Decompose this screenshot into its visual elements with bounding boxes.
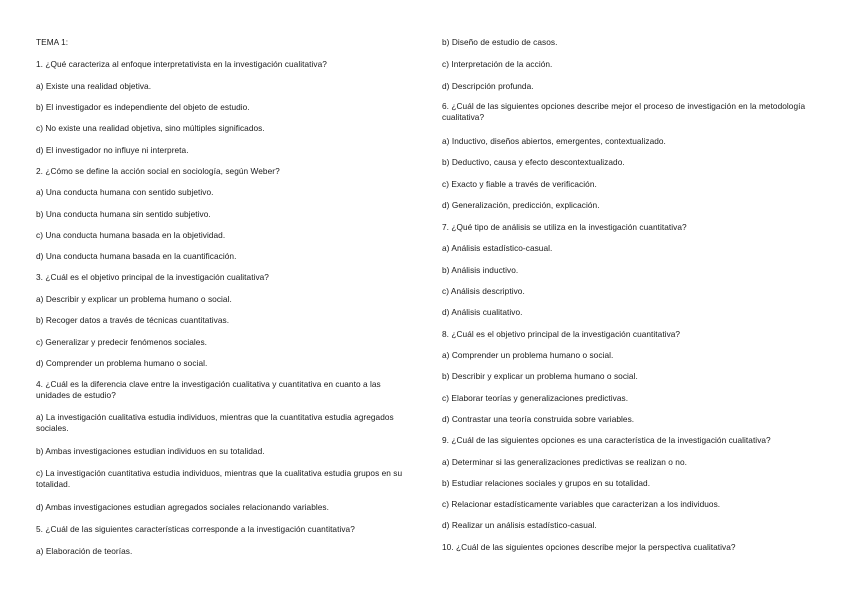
answer-option: d) Una conducta humana basada en la cuantificación. <box>36 251 237 261</box>
question-6: 6. ¿Cuál de las siguientes opciones describe mejor el proceso de investigación en la metodología cualitativa? <box>442 101 806 122</box>
answer-option: c) Elaborar teorías y generalizaciones predictivas. <box>442 393 629 403</box>
answer-option: d) Análisis cualitativo. <box>442 307 523 317</box>
question-5: 5. ¿Cuál de las siguientes características corresponde a la investigación cuantitativa? <box>36 524 355 534</box>
answer-option: c) Interpretación de la acción. <box>442 59 553 69</box>
answer-option: a) Determinar si las generalizaciones predictivas se realizan o no. <box>442 457 687 467</box>
answer-option: b) Recoger datos a través de técnicas cuantitativas. <box>36 315 230 325</box>
answer-option: a) Describir y explicar un problema humano o social. <box>36 294 232 304</box>
answer-option: d) Ambas investigaciones estudian agregados sociales relacionando variables. <box>36 502 329 512</box>
answer-option: b) Estudiar relaciones sociales y grupos en su totalidad. <box>442 478 651 488</box>
answer-option: a) Existe una realidad objetiva. <box>36 81 152 91</box>
question-7: 7. ¿Qué tipo de análisis se utiliza en la investigación cuantitativa? <box>442 222 687 232</box>
answer-option: b) Deductivo, causa y efecto descontextualizado. <box>442 157 625 167</box>
answer-option: c) No existe una realidad objetiva, sino múltiples significados. <box>36 123 265 133</box>
answer-option: c) Una conducta humana basada en la objetividad. <box>36 230 226 240</box>
answer-option: d) Realizar un análisis estadístico-casual. <box>442 520 597 530</box>
answer-option: a) La investigación cualitativa estudia individuos, mientras que la cuantitativa estudia agregados sociales. <box>36 412 394 433</box>
answer-option: a) Inductivo, diseños abiertos, emergentes, contextualizado. <box>442 136 666 146</box>
question-4: 4. ¿Cuál es la diferencia clave entre la investigación cualitativa y cuantitativa en cuanto a las unidades de estudio? <box>36 379 381 400</box>
answer-option: b) Análisis inductivo. <box>442 265 519 275</box>
answer-option: d) Contrastar una teoría construida sobre variables. <box>442 414 635 424</box>
answer-option: b) Describir y explicar un problema humano o social. <box>442 371 638 381</box>
answer-option: c) Generalizar y predecir fenómenos sociales. <box>36 337 208 347</box>
answer-option: c) La investigación cuantitativa estudia individuos, mientras que la cualitativa estudia grupos en su totalidad. <box>36 468 403 489</box>
answer-option: a) Una conducta humana con sentido subjetivo. <box>36 187 214 197</box>
answer-option: a) Comprender un problema humano o social. <box>442 350 614 360</box>
answer-option: d) Generalización, predicción, explicación. <box>442 200 600 210</box>
answer-option: b) El investigador es independiente del objeto de estudio. <box>36 102 250 112</box>
answer-option: c) Exacto y fiable a través de verificación. <box>442 179 597 189</box>
answer-option: b) Una conducta humana sin sentido subjetivo. <box>36 209 211 219</box>
question-2: 2. ¿Cómo se define la acción social en sociología, según Weber? <box>36 166 280 176</box>
question-3: 3. ¿Cuál es el objetivo principal de la investigación cualitativa? <box>36 272 269 282</box>
answer-option: d) Comprender un problema humano o social. <box>36 358 208 368</box>
answer-option: c) Análisis descriptivo. <box>442 286 525 296</box>
answer-option: a) Elaboración de teorías. <box>36 546 133 556</box>
answer-option: b) Diseño de estudio de casos. <box>442 37 558 47</box>
section-heading: TEMA 1: <box>36 37 69 47</box>
answer-option: d) El investigador no influye ni interpreta. <box>36 145 189 155</box>
question-9: 9. ¿Cuál de las siguientes opciones es una característica de la investigación cualitativa? <box>442 435 771 445</box>
question-10: 10. ¿Cuál de las siguientes opciones describe mejor la perspectiva cualitativa? <box>442 542 736 552</box>
answer-option: a) Análisis estadístico-casual. <box>442 243 553 253</box>
answer-option: d) Descripción profunda. <box>442 81 534 91</box>
answer-option: b) Ambas investigaciones estudian individuos en su totalidad. <box>36 446 265 456</box>
answer-option: c) Relacionar estadísticamente variables que caracterizan a los individuos. <box>442 499 721 509</box>
question-1: 1. ¿Qué caracteriza al enfoque interpretativista en la investigación cualitativa? <box>36 59 327 69</box>
question-8: 8. ¿Cuál es el objetivo principal de la investigación cuantitativa? <box>442 329 681 339</box>
